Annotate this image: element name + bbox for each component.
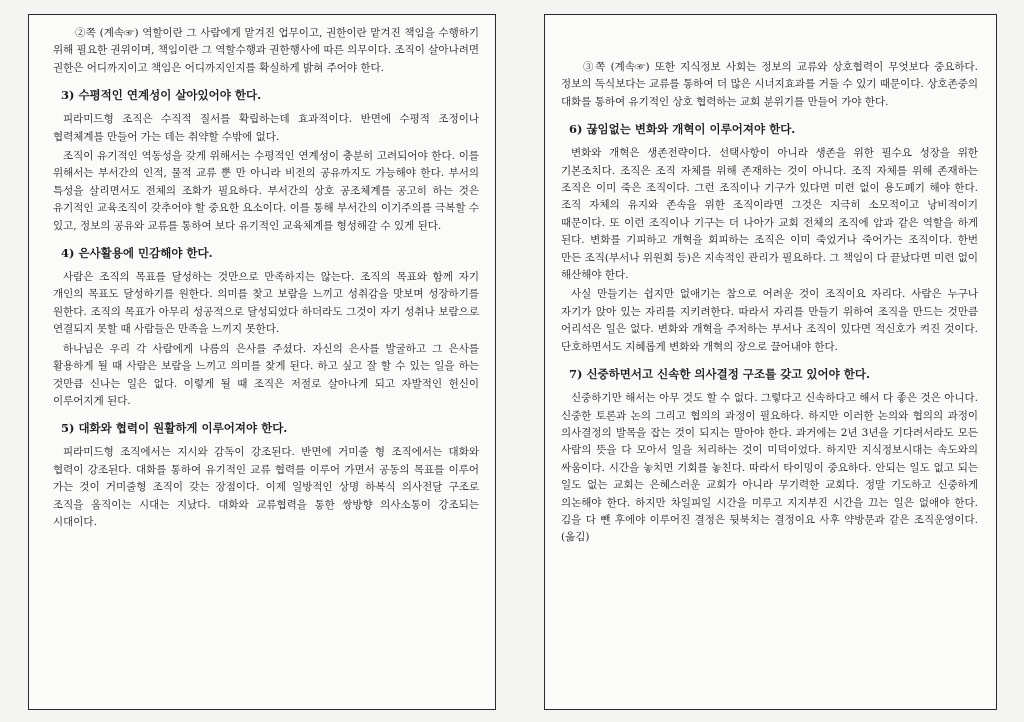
section-3-paragraph-2: 조직이 유기적인 역동성을 갖게 위해서는 수평적인 연계성이 충분히 고려되어야 한다. 이를 위해서는 부서간의 인적, 물적 교류 뿐 만 아니라 비전의 공유까지도 가능해야 한다. 부서의 특성을 살리면서도 전체의 조화가 필요하다. 부서간의 상호 공조체계를 공고히 하는 것은 유기적인 교육조직이 갖추어야 할 중요한 요소이다. 이를 통해 부서간의 이기주의를 극복할 수 있고, 정보의 공유와 교류를 통하여 보다 유기적인 교육체계를 형성해갈 수 있게 된다. bbox=[53, 150, 479, 232]
section-6-heading: 6) 끊임없는 변화와 개혁이 이루어져야 한다. bbox=[569, 122, 796, 137]
section-4-heading: 4) 은사활용에 민감해야 한다. bbox=[61, 246, 213, 261]
section-4-paragraph-2: 하나님은 우리 각 사람에게 나름의 은사를 주셨다. 자신의 은사를 발굴하고 그 은사를 활용하게 될 때 사람은 보람을 느끼고 의미를 찾게 된다. 하고 싶고 잘 할 수 있는 일을 하는 것만큼 신나는 일은 없다. 이렇게 될 때 조직은 저절로 살아나게 되고 자발적인 헌신이 이루어지게 된다. bbox=[53, 342, 479, 407]
section-3-paragraph-1: 피라미드형 조직은 수직적 질서를 확립하는데 효과적이다. 반면에 수평적 조정이나 협력체계를 만들어 가는 데는 취약할 수밖에 없다. bbox=[53, 113, 479, 143]
section-3-heading: 3) 수평적인 연계성이 살아있어야 한다. bbox=[61, 88, 262, 103]
section-5-paragraph-1: 피라미드형 조직에서는 지시와 감독이 강조된다. 반면에 거미줄 형 조직에서는 대화와 협력이 강조된다. 대화를 통하여 유기적인 교류 협력를 이루어 가면서 공동의 목표를 이루어 가는 것이 거미줄형 조직이 갖는 장점이다. 이제 일방적인 상명 하복식 의사전달 구조로 조직을 움직이는 시대는 지났다. 대화와 교류협력을 통한 쌍방향 의사소통이 강조되는 시대이다. bbox=[53, 446, 479, 528]
left-page bbox=[28, 14, 496, 710]
section-5-heading: 5) 대화와 협력이 원활하게 이루어져야 한다. bbox=[61, 421, 288, 436]
section-6-paragraph-2: 사실 만들기는 쉽지만 없애기는 참으로 어려운 것이 조직이요 자리다. 사람은 누구나 자기가 앉아 있는 자리를 지키려한다. 따라서 자리를 만들기 위하여 조직을 만드는 것만큼 어리석은 일은 없다. 변화와 개혁을 주저하는 부서나 조직이 있다면 적신호가 켜진 것이다. 단호하면서도 지혜롭게 변화와 개혁의 장으로 끌어내야 한다. bbox=[561, 288, 978, 353]
right-intro-paragraph: ③쪽 (계속☞) 또한 지식정보 사회는 정보의 교류와 상호협력이 무엇보다 중요하다. 정보의 독식보다는 교류를 통하여 더 많은 시너지효과를 거둘 수 있기 때문이다. 상호존중의 대화를 통하여 유기적인 상호 협력하는 교회 분위기를 만들어 가야 한다. bbox=[561, 61, 978, 108]
left-intro-paragraph: ②쪽 (계속☞) 역할이란 그 사람에게 맡겨진 업무이고, 권한이란 맡겨진 책임을 수행하기 위해 필요한 권위이며, 책임이란 그 역할수행과 권한행사에 따른 의무이다. 조직이 살아나려면 권한은 어디까지이고 책임은 어디까지인지를 확실하게 밝혀 주어야 한다. bbox=[53, 27, 479, 74]
section-7-paragraph-1: 신중하기만 해서는 아무 것도 할 수 없다. 그렇다고 신속하다고 해서 다 좋은 것은 아니다. 신중한 토론과 논의 그리고 협의의 과정이 필요하다. 하지만 이러한 논의와 협의의 과정이 의사결정의 발목을 잡는 것이 되지는 말아야 한다. 과거에는 2년 3년을 기다려서라도 모든 사람의 뜻을 다 모아서 일을 처리하는 것이 미덕이었다. 하지만 지식정보시대는 속도와의 싸움이다. 시간을 놓치면 기회를 놓친다. 따라서 타이밍이 중요하다. 안되는 일도 없고 되는 일도 없는 교회는 은혜스러운 교회가 아니라 무기력한 교회다. 정말 기도하고 신중하게 의논해야 한다. 하지만 차일피일 시간을 미루고 지지부진 시간을 끄는 일은 없애야 한다. 김을 다 뺀 후에야 이루어진 결정은 뒷북치는 결정이요 사후 약방문과 같은 조직운영이다. (옮김) bbox=[561, 392, 978, 544]
section-6-paragraph-1: 변화와 개혁은 생존전략이다. 선택사항이 아니라 생존을 위한 필수요 성장을 위한 기본조치다. 조직은 조직 자체를 위해 존재하는 것이 아니다. 조직 자체를 위해 존재하는 조직은 이미 죽은 조직이다. 그런 조직이나 기구가 있다면 미련 없이 용도폐기 해야 한다. 조직 자체의 유지와 존속을 위한 조직이라면 그것은 지극히 소모적이고 낭비적이기 때문이다. 또 이런 조직이나 기구는 더 나아가 교회 전체의 조직에 암과 같은 역할을 하게 된다. 변화를 기피하고 개혁을 회피하는 조직은 이미 죽었거나 죽어가는 조직이다. 한번 만든 조직(부서나 위원회 등)은 지속적인 관리가 필요하다. 그 책임이 다 끝났다면 미련 없이 해산해야 한다. bbox=[561, 147, 978, 282]
right-page bbox=[544, 14, 997, 710]
section-4-paragraph-1: 사람은 조직의 목표를 달성하는 것만으로 만족하지는 않는다. 조직의 목표와 함께 자기 개인의 목표도 달성하기를 원한다. 의미를 찾고 보람을 느끼고 성취감을 맛보며 성장하기를 원한다. 조직의 목표가 아무리 성공적으로 달성되었다 하더라도 그것이 자기 성취나 보람으로 연결되지 못할 때 사람들은 만족을 느끼지 못한다. bbox=[53, 271, 479, 336]
section-7-heading: 7) 신중하면서고 신속한 의사결정 구조를 갖고 있어야 한다. bbox=[569, 367, 870, 382]
